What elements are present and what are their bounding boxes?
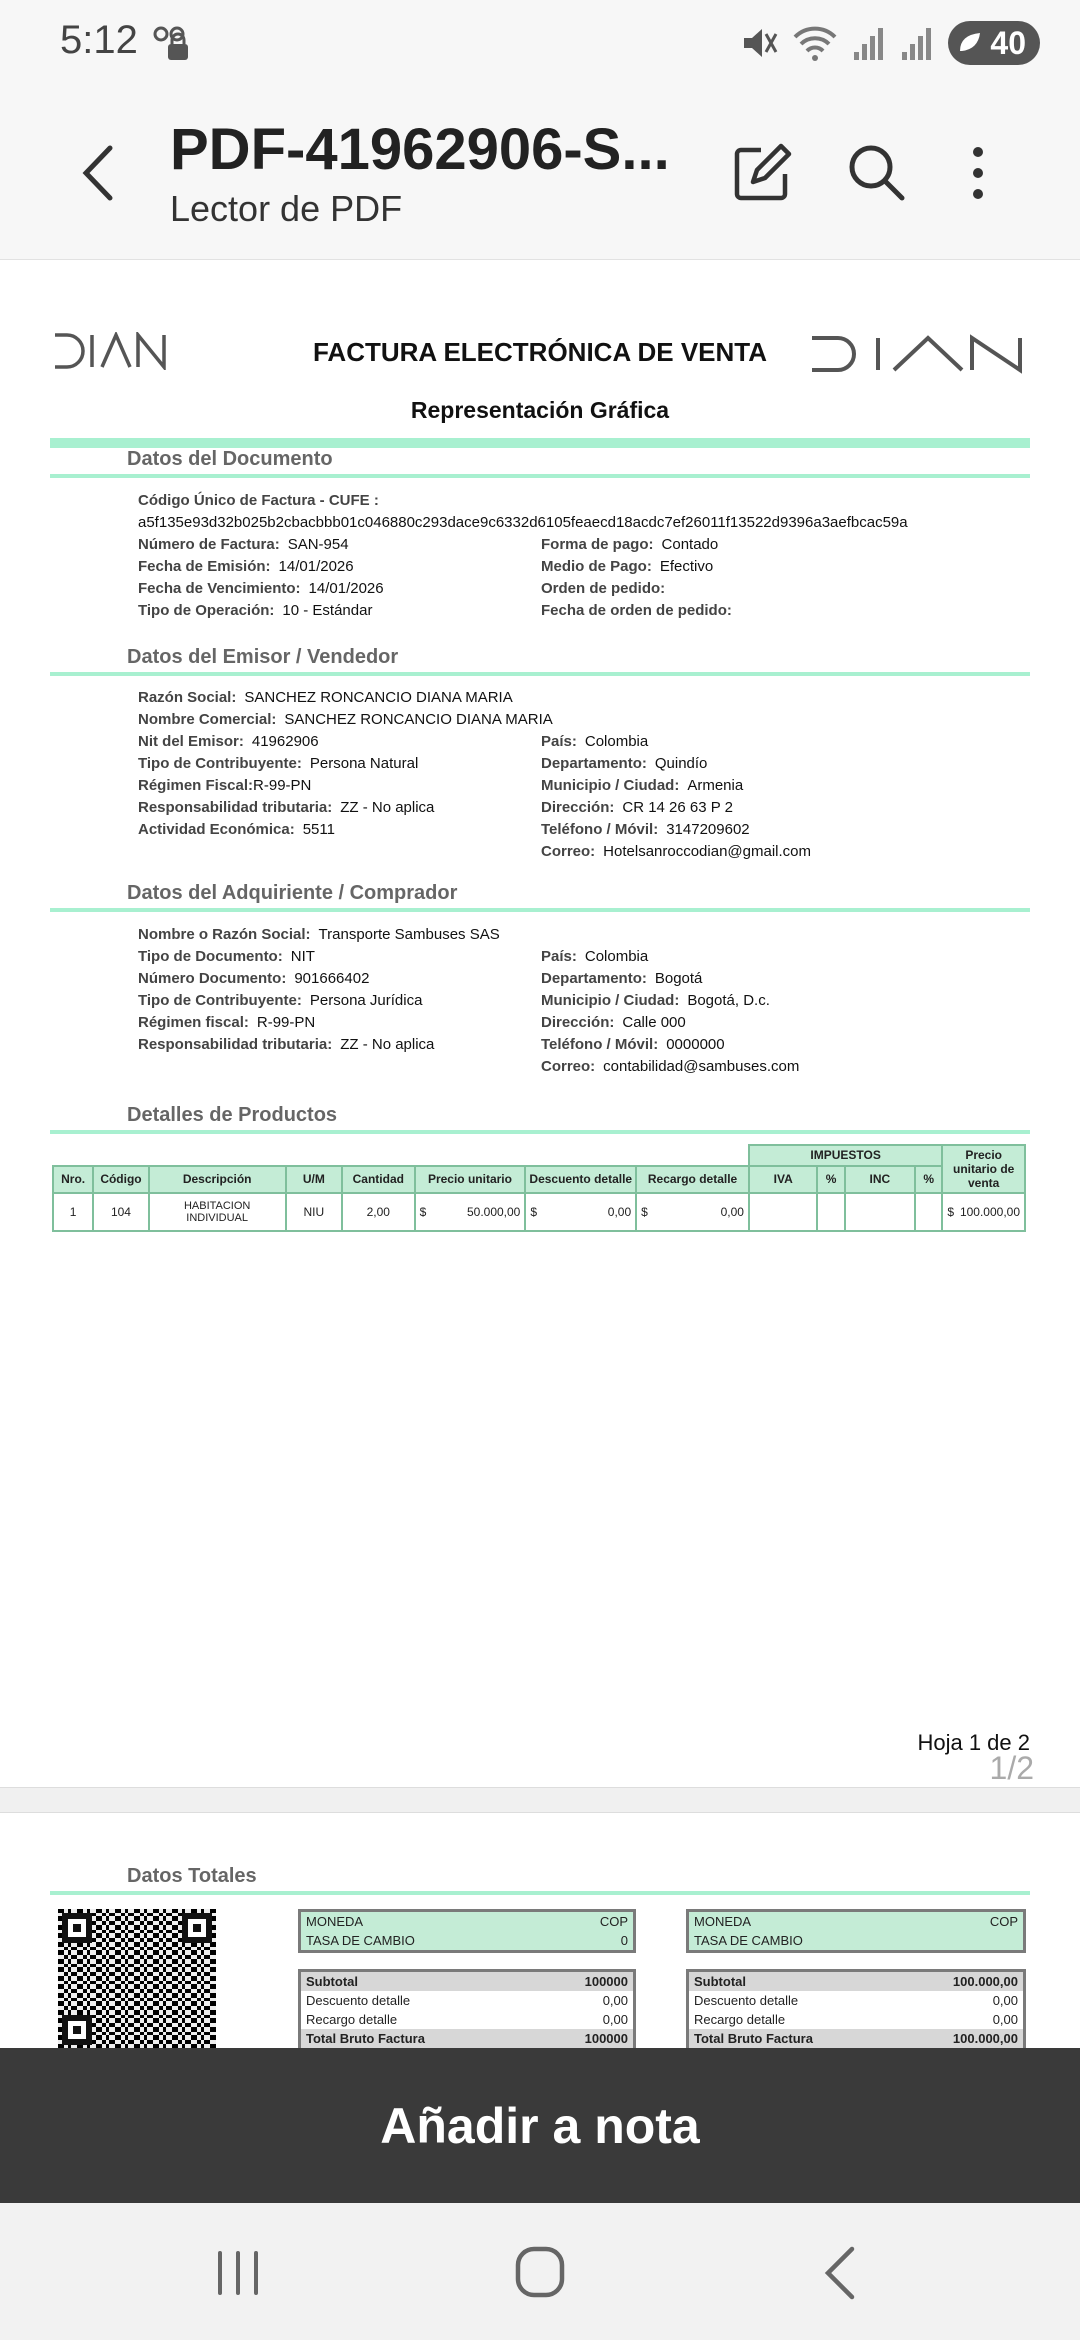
cell-inc-pct xyxy=(915,1193,942,1231)
emisor-departamento: Departamento: Quindío xyxy=(541,755,708,772)
cell-um: NIU xyxy=(286,1193,342,1231)
edit-icon[interactable] xyxy=(727,138,797,208)
qr-finder xyxy=(182,1913,212,1943)
field-numero-factura: Número de Factura: SAN-954 xyxy=(138,536,349,553)
app-bar xyxy=(0,86,1080,260)
page-footer: Hoja 1 de 2 xyxy=(917,1730,1030,1755)
emisor-correo: Correo: Hotelsanroccodian@gmail.com xyxy=(541,843,811,860)
mute-icon xyxy=(740,24,778,62)
section-divider xyxy=(50,1130,1030,1134)
section-totales-heading: Datos Totales xyxy=(127,1865,257,1887)
adquiriente-pais: País: Colombia xyxy=(541,948,649,965)
battery-icon xyxy=(956,29,984,57)
search-icon[interactable] xyxy=(842,138,912,208)
adquiriente-tipo-contribuyente: Tipo de Contribuyente: Persona Jurídica xyxy=(138,992,423,1009)
cell-iva-pct xyxy=(817,1193,844,1231)
adquiriente-correo: Correo: contabilidad@sambuses.com xyxy=(541,1058,800,1075)
tot-row-bruto: Total Bruto Factura 100.000,00 xyxy=(689,2029,1023,2048)
field-fecha-orden: Fecha de orden de pedido: xyxy=(541,602,732,619)
document-title: PDF-41962906-S... xyxy=(170,117,670,182)
voicemail-lock-icon xyxy=(152,24,192,64)
adquiriente-responsabilidad: Responsabilidad tributaria: ZZ - No aplica xyxy=(138,1036,435,1053)
battery-level: 40 xyxy=(990,24,1026,61)
invoice-title: FACTURA ELECTRÓNICA DE VENTA xyxy=(312,337,768,367)
section-band xyxy=(50,438,1030,448)
tot-row-subtotal: Subtotal 100000 xyxy=(301,1972,633,1991)
emisor-actividad: Actividad Económica: 5511 xyxy=(138,821,335,838)
section-divider xyxy=(50,474,1030,478)
tot-row-bruto: Total Bruto Factura 100000 xyxy=(301,2029,633,2048)
table-row xyxy=(53,1193,1025,1231)
col-header: % xyxy=(915,1166,942,1193)
adquiriente-municipio: Municipio / Ciudad: Bogotá, D.c. xyxy=(541,992,770,1009)
cell-precio: $ 50.000,00 xyxy=(415,1193,526,1231)
adquiriente-direccion: Dirección: Calle 000 xyxy=(541,1014,686,1031)
adquiriente-departamento: Departamento: Bogotá xyxy=(541,970,703,987)
emisor-telefono: Teléfono / Móvil: 3147209602 xyxy=(541,821,750,838)
col-header: Descuento detalle xyxy=(525,1166,636,1193)
adquiriente-numero-documento: Número Documento: 901666402 xyxy=(138,970,370,987)
status-icons xyxy=(740,20,1040,66)
qr-code xyxy=(58,1909,216,2048)
tot-row-descuento: Descuento detalle 0,00 xyxy=(306,1993,628,2008)
cell-descuento: $ 0,00 xyxy=(525,1193,636,1231)
tot-row-moneda: MONEDA COP xyxy=(689,1912,1023,1931)
pdf-page-1[interactable] xyxy=(0,262,1080,1787)
cell-nro: 1 xyxy=(53,1193,93,1231)
cufe-value: a5f135e93d32b025b2cbacbbb01c046880c293dace9c6332d6105feaecd18acdc7ef26011f13522d9396a3aefbcac59a xyxy=(138,514,908,531)
section-divider xyxy=(50,908,1030,912)
navigation-bar xyxy=(0,2203,1080,2340)
cell-precio-venta: $ 100.000,00 xyxy=(942,1193,1025,1231)
home-icon[interactable] xyxy=(500,2243,580,2303)
tot-row-descuento: Descuento detalle 0,00 xyxy=(694,1993,1018,2008)
section-divider xyxy=(50,1891,1030,1895)
signal-icon xyxy=(900,24,934,62)
col-header: Nro. xyxy=(53,1166,93,1193)
emisor-nit: Nit del Emisor: 41962906 xyxy=(138,733,319,750)
tot-row-tasa: TASA DE CAMBIO 0 xyxy=(301,1931,633,1950)
totals-left-currency xyxy=(298,1909,636,1953)
emisor-pais: País: Colombia xyxy=(541,733,649,750)
adquiriente-razon-social: Nombre o Razón Social: Transporte Sambuses SAS xyxy=(138,926,500,943)
col-header: U/M xyxy=(286,1166,342,1193)
emisor-tipo-contribuyente: Tipo de Contribuyente: Persona Natural xyxy=(138,755,419,772)
cell-inc xyxy=(845,1193,916,1231)
section-adquiriente-heading: Datos del Adquiriente / Comprador xyxy=(127,882,458,904)
signal-icon xyxy=(852,24,886,62)
section-documento-heading: Datos del Documento xyxy=(127,448,333,470)
col-header: IVA xyxy=(749,1166,817,1193)
adquiriente-telefono: Teléfono / Móvil: 0000000 xyxy=(541,1036,725,1053)
cell-codigo: 104 xyxy=(93,1193,148,1231)
col-header: INC xyxy=(845,1166,916,1193)
col-header: % xyxy=(817,1166,844,1193)
invoice-subtitle: Representación Gráfica xyxy=(410,397,670,423)
emisor-municipio: Municipio / Ciudad: Armenia xyxy=(541,777,744,794)
totals-right-currency xyxy=(686,1909,1026,1953)
emisor-regimen: Régimen Fiscal:R-99-PN xyxy=(138,777,312,794)
pdf-page-2[interactable] xyxy=(0,1813,1080,2048)
tot-row-tasa: TASA DE CAMBIO xyxy=(689,1931,1023,1950)
wifi-icon xyxy=(792,23,838,63)
field-tipo-operacion: Tipo de Operación: 10 - Estándar xyxy=(138,602,373,619)
cell-descripcion: HABITACION INDIVIDUAL xyxy=(149,1193,286,1231)
col-header: Descripción xyxy=(149,1166,286,1193)
emisor-responsabilidad: Responsabilidad tributaria: ZZ - No aplica xyxy=(138,799,435,816)
section-divider xyxy=(50,672,1030,676)
emisor-nombre-comercial: Nombre Comercial: SANCHEZ RONCANCIO DIANA MARIA xyxy=(138,711,553,728)
field-forma-pago: Forma de pago: Contado xyxy=(541,536,719,553)
emisor-direccion: Dirección: CR 14 26 63 P 2 xyxy=(541,799,733,816)
precio-venta-header: Precio unitario de venta xyxy=(942,1145,1025,1193)
cell-recargo: $ 0,00 xyxy=(636,1193,749,1231)
back-icon[interactable] xyxy=(70,138,130,208)
add-to-note-label: Añadir a nota xyxy=(380,2097,700,2154)
col-header: Cantidad xyxy=(342,1166,415,1193)
recents-icon[interactable] xyxy=(198,2243,278,2303)
more-icon[interactable] xyxy=(943,138,1013,208)
col-header: Precio unitario xyxy=(415,1166,526,1193)
col-header: Recargo detalle xyxy=(636,1166,749,1193)
adquiriente-regimen: Régimen fiscal: R-99-PN xyxy=(138,1014,316,1031)
tot-row-subtotal: Subtotal 100.000,00 xyxy=(689,1972,1023,1991)
add-to-note-button[interactable] xyxy=(0,2048,1080,2203)
qr-finder xyxy=(62,1913,92,1943)
section-emisor-heading: Datos del Emisor / Vendedor xyxy=(127,646,399,668)
totals-right-summary xyxy=(686,1969,1026,2048)
cufe-label: Código Único de Factura - CUFE : xyxy=(138,492,379,509)
tot-row-moneda: MONEDA COP xyxy=(301,1912,633,1931)
cell-iva xyxy=(749,1193,817,1231)
products-table xyxy=(52,1144,1026,1232)
totals-left-summary xyxy=(298,1969,636,2048)
tot-row-recargo: Recargo detalle 0,00 xyxy=(306,2012,628,2027)
qr-finder xyxy=(62,2015,92,2045)
status-bar xyxy=(0,0,1080,86)
page-indicator: 1/2 xyxy=(989,1750,1034,1786)
status-time: 5:12 xyxy=(60,18,138,62)
impuestos-header: IMPUESTOS xyxy=(749,1145,942,1166)
back-nav-icon[interactable] xyxy=(802,2243,882,2303)
table-spacer xyxy=(53,1145,749,1166)
cell-cantidad: 2,00 xyxy=(342,1193,415,1231)
tot-row-recargo: Recargo detalle 0,00 xyxy=(694,2012,1018,2027)
page-separator xyxy=(0,1787,1080,1813)
field-medio-pago: Medio de Pago: Efectivo xyxy=(541,558,714,575)
emisor-razon-social: Razón Social: SANCHEZ RONCANCIO DIANA MARIA xyxy=(138,689,513,706)
col-header: Código xyxy=(93,1166,148,1193)
field-orden-pedido: Orden de pedido: xyxy=(541,580,666,597)
battery-indicator xyxy=(948,21,1040,65)
field-fecha-emision: Fecha de Emisión: 14/01/2026 xyxy=(138,558,354,575)
field-fecha-vencimiento: Fecha de Vencimiento: 14/01/2026 xyxy=(138,580,384,597)
adquiriente-tipo-documento: Tipo de Documento: NIT xyxy=(138,948,315,965)
app-subtitle: Lector de PDF xyxy=(170,188,403,229)
section-productos-heading: Detalles de Productos xyxy=(127,1104,338,1126)
